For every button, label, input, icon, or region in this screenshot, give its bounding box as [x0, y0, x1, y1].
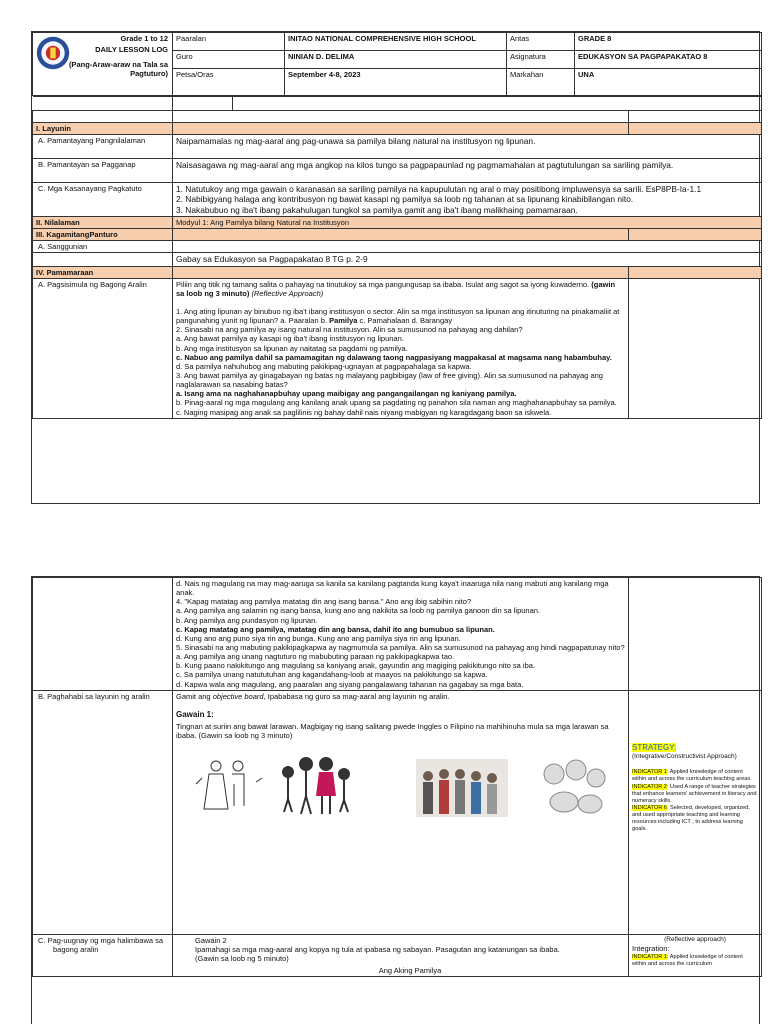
- question-5a: a. Ang pamilya ang unang nagtuturo ng mabubuting paraan ng pakikipagkapwa tao.: [176, 652, 455, 662]
- title-grade: Grade 1 to 12: [120, 34, 168, 43]
- question-5: 5. Sinasabi na ang mabuting pakikipagkapwa ay nagmumula sa pamilya. Alin sa sumusunod na pahayag ang hindi nagpapatunay nito?: [176, 642, 625, 652]
- strategy-label: STRATEGY:: [632, 742, 677, 752]
- activity-a-time: (gawin sa loob ng 3 minuto): [176, 279, 616, 298]
- indicator-1-label-c: INDICATOR 1: [632, 953, 667, 960]
- activity-a-approach: (Reflective Approach): [251, 288, 324, 298]
- question-3: 3. Ang bawat pamilya ay ginagabayan ng batas ng malayang pagbibigay (law of free giving). Alin sa sumusunod na pahayag ang naglalarawan sa nasabing batas?: [176, 370, 603, 390]
- question-4a: a. Ang pamilya ang salamin ng isang bansa, kung ano ang nakikita sa loob ng pamilya ganoon din sa lipunan.: [176, 606, 541, 616]
- question-5b: b. Kung paano nakikitungo ang magulang sa kaniyang anak, gayundin ang magiging pakikitungo nito sa iba.: [176, 661, 536, 671]
- question-2b: b. Ang mga institusyon sa lipunan ay naitatag sa pagdami ng pamilya.: [176, 343, 408, 353]
- activity-b-content: [173, 690, 629, 934]
- question-5d: d. Kapwa wala ang magulang, ang paaralan ang siyang pangalawang tahanan na gagabay sa mga bata.: [176, 679, 524, 689]
- gawain-1-instructions: Tingnan at suriin ang bawat larawan. Magbigay ng isang salitang pwede Inggles o Filipino na mahihinuha mula sa mga larawan sa ibaba. (Gawin sa loob ng 3 minuto): [176, 721, 609, 740]
- activity-a-content: [173, 278, 629, 418]
- indicator-2-text: : Used A range of teacher strategies that enhance learners' achievement in literacy and numeracy skills.: [632, 783, 757, 804]
- question-2d: d. Sa pamilya nahuhubog ang mabuting pakikipag-ugnayan at pagpapahalaga sa kapwa.: [176, 361, 472, 371]
- text-nilalaman: Modyul 1: Ang Pamilya bilang Natural na Institusyon: [173, 216, 762, 228]
- lesson-table: [32, 96, 762, 419]
- text-pamantayang-pangnilalaman: Naipamamalas ng mag-aaral ang pag-unawa sa pamilya bilang natural na institusyon ng lipunan.: [173, 135, 762, 159]
- text-gabay: Gabay sa Edukasyon sa Pagpapakatao 8 TG p. 2-9: [173, 253, 762, 266]
- section-kagamitan: III. KagamitangPanturo: [33, 229, 173, 241]
- value-paaralan: INITAO NATIONAL COMPREHENSIVE HIGH SCHOOL: [285, 33, 507, 51]
- reflective-approach: (Reflective approach): [664, 935, 726, 943]
- label-pagsisimula: A. Pagsisimula ng Bagong Aralin: [33, 278, 173, 418]
- strategy-notes: [629, 690, 762, 934]
- gawain-1-pictures: [176, 754, 625, 824]
- label-kasanayang-pagkatuto: C. Mga Kasanayang Pagkatuto: [33, 183, 173, 217]
- question-2: 2. Sinasabi na ang pamilya ay isang natural na institusyon. Alin sa sumusunod na pahayag ang dahilan?: [176, 325, 523, 335]
- objective-board: objective board,: [212, 691, 266, 701]
- label-pag-uugnay: C. Pag-uugnay ng mga halimbawa sa bagong aralin: [33, 934, 173, 977]
- label-petsa: Petsa/Oras: [173, 69, 285, 96]
- gawain-1-title: Gawain 1:: [176, 709, 214, 719]
- indicator-6-label: INDICATOR 6: [632, 805, 667, 812]
- indicator-1-text-c: : Applied knowledge of content within and across the curriculum: [632, 953, 743, 967]
- kasanayan-2: 2. Nabibigyang halaga ang kontribusyon ng bawat kasapi ng pamilya sa loob ng tahanan at sa lipunang kinabibilangan nito.: [176, 194, 634, 205]
- integration-label: Integration:: [632, 944, 670, 953]
- section-layunin: I. Layunin: [33, 123, 173, 135]
- poem-title: Ang Aking Pamilya: [378, 966, 442, 976]
- value-asignatura: EDUKASYON SA PAGPAPAKATAO 8: [575, 51, 762, 69]
- activity-b-line-end: Ipababasa ng guro sa mag-aaral ang layunin ng aralin.: [265, 691, 450, 701]
- question-1: 1. Ang ating lipunan ay binubuo ng iba't ibang institusyon o sector. Alin sa mga institusyon sa lipunan ang itinuturing na pinakamaliit at pangunahing yunit ng lipunan? a. Paaralan b.: [176, 306, 620, 326]
- question-3c: c. Naging masipag ang anak sa paglilinis ng bahay dahil nais niyang mabigyan ng karagdagang baon sa iskwela.: [176, 407, 552, 417]
- value-guro: NINIAN D. DELIMA: [285, 51, 507, 69]
- label-paaralan: Paaralan: [173, 33, 285, 51]
- family-pictures: [176, 754, 626, 824]
- gawain-2-instructions: Ipamahagi sa mga mag-aaral ang kopya ng tula at ipabasa ng sabayan. Pasagutan ang katanungan sa ibaba.: [195, 944, 560, 954]
- section-pamamaraan: IV. Pamamaraan: [33, 266, 173, 278]
- activity-a-continued: [173, 578, 629, 691]
- activity-a-intro: Piliin ang titik ng tamang salita o pahayag na tinutukoy sa mga pangungusap sa ibaba. Isulat ang sagot sa iyong kuwaderno.: [176, 279, 590, 289]
- strategy-text: (Integrative/Constructivist Approach): [632, 752, 737, 760]
- kasanayan-1: 1. Natutukoy ang mga gawain o karanasan sa sariling pamilya na kapupulutan ng aral o may positibong impluwensya sa sarili. EsP8PB-Ia-1.1: [176, 184, 702, 195]
- question-3a: a. Isang ama na naghahanapbuhay upang maibigay ang pangangailangan ng kaniyang pamilya.: [176, 389, 517, 399]
- indicator-2-label: INDICATOR 2: [632, 783, 667, 790]
- wedding-couple-icon: [196, 761, 262, 809]
- activity-c-content: [173, 934, 629, 977]
- question-2a: a. Ang bawat pamilya ay kasapi ng iba't ibang institusyon ng lipunan.: [176, 334, 404, 344]
- question-2c: c. Nabuo ang pamilya dahil sa pamamagitan ng dalawang taong nagpasiyang magpakasal at magsama nang habambuhay.: [176, 352, 612, 362]
- label-markahan: Markahan: [507, 69, 575, 96]
- question-1-answer: Pamilya: [329, 316, 358, 326]
- question-4b: b. Ang pamilya ang pundasyon ng lipunan.: [176, 615, 318, 625]
- indicator-1-text: : Applied knowledge of content within and across the curriculum teaching areas.: [632, 769, 752, 783]
- value-markahan: UNA: [575, 69, 762, 96]
- question-4: 4. "Kapag matatag ang pamilya matatag din ang isang bansa." Ano ang ibig sabihin nito?: [176, 597, 472, 607]
- header-title-cell: [33, 33, 173, 96]
- gawain-2-title: Gawain 2: [195, 935, 227, 945]
- label-guro: Guro: [173, 51, 285, 69]
- text-pamantayan-pagganap: Naisasagawa ng mag-aaral ang mga angkop na kilos tungo sa pagpapaunlad ng pagmamahalan at pagtutulungan sa sariling pamilya.: [173, 159, 762, 183]
- header-table: [32, 32, 762, 96]
- children-group-icon: [544, 760, 605, 813]
- lesson-log-page-1: [31, 31, 760, 504]
- family-holding-hands-icon: [283, 758, 349, 814]
- lesson-log-page-2: [31, 576, 760, 1024]
- extended-family-photo-icon: [416, 759, 508, 817]
- label-pamantayang-pangnilalaman: A. Pamantayang Pangnilalaman: [33, 135, 173, 159]
- value-petsa: September 4-8, 2023: [285, 69, 507, 96]
- question-5c: c. Sa pamilya unang natututuhan ang kagandahang-loob at maayos na pakikitungo sa kapwa.: [176, 670, 488, 680]
- title-dll: DAILY LESSON LOG: [95, 45, 168, 55]
- label-antas: Antas: [507, 33, 575, 51]
- question-4c: c. Kapag matatag ang pamilya, matatag din ang bansa, dahil ito ang bumubuo sa lipunan.: [176, 624, 495, 634]
- value-antas: GRADE 8: [575, 33, 762, 51]
- kasanayan-3: 3. Nakabubuo ng iba't ibang pakahulugan tungkol sa pamilya gamit ang iba't ibang malikhaing pamamaraan.: [176, 204, 578, 215]
- question-3b: b. Pinag-aaral ng mga magulang ang kanilang anak upang sa pagdating ng panahon sila naman ang maghahanapbuhay sa pamilya.: [176, 398, 617, 408]
- label-asignatura: Asignatura: [507, 51, 575, 69]
- title-tagalog: (Pang-Araw-araw na Tala sa Pagtuturo): [68, 60, 168, 79]
- deped-seal-icon: [35, 35, 71, 71]
- integration-notes: [629, 934, 762, 977]
- section-nilalaman: II. Nilalaman: [33, 216, 173, 228]
- gawain-2-time: (Gawin sa loob ng 5 minuto): [195, 953, 289, 963]
- question-1-end: c. Pamahalaan d. Barangay: [359, 316, 453, 326]
- label-paghahabi: B. Paghahabi sa layunin ng aralin: [33, 690, 173, 934]
- lesson-table-continued: [32, 577, 762, 977]
- indicator-6-text: : Selected, developed, organized, and used appropriate teaching and learning resources including ICT , to address learning goals.: [632, 805, 750, 833]
- question-4d: d. Kung ano ang puno siya rin ang bunga. Kung ano ang pamilya siya rin ang lipunan.: [176, 633, 461, 643]
- indicator-1-label: INDICATOR 1: [632, 769, 667, 776]
- activity-b-line-start: Gamit ang: [176, 691, 211, 701]
- label-sanggunian: A. Sanggunian: [33, 241, 173, 253]
- question-3d: d. Nais ng magulang na may mag-aaruga sa kanila sa kanilang pagtanda kung kaya't inaaruga nila nang mabuti ang kanilang mga anak.: [176, 579, 609, 598]
- label-pamantayan-pagganap: B. Pamantayan sa Pagganap: [33, 159, 173, 183]
- text-kasanayang-pagkatuto: [173, 183, 762, 217]
